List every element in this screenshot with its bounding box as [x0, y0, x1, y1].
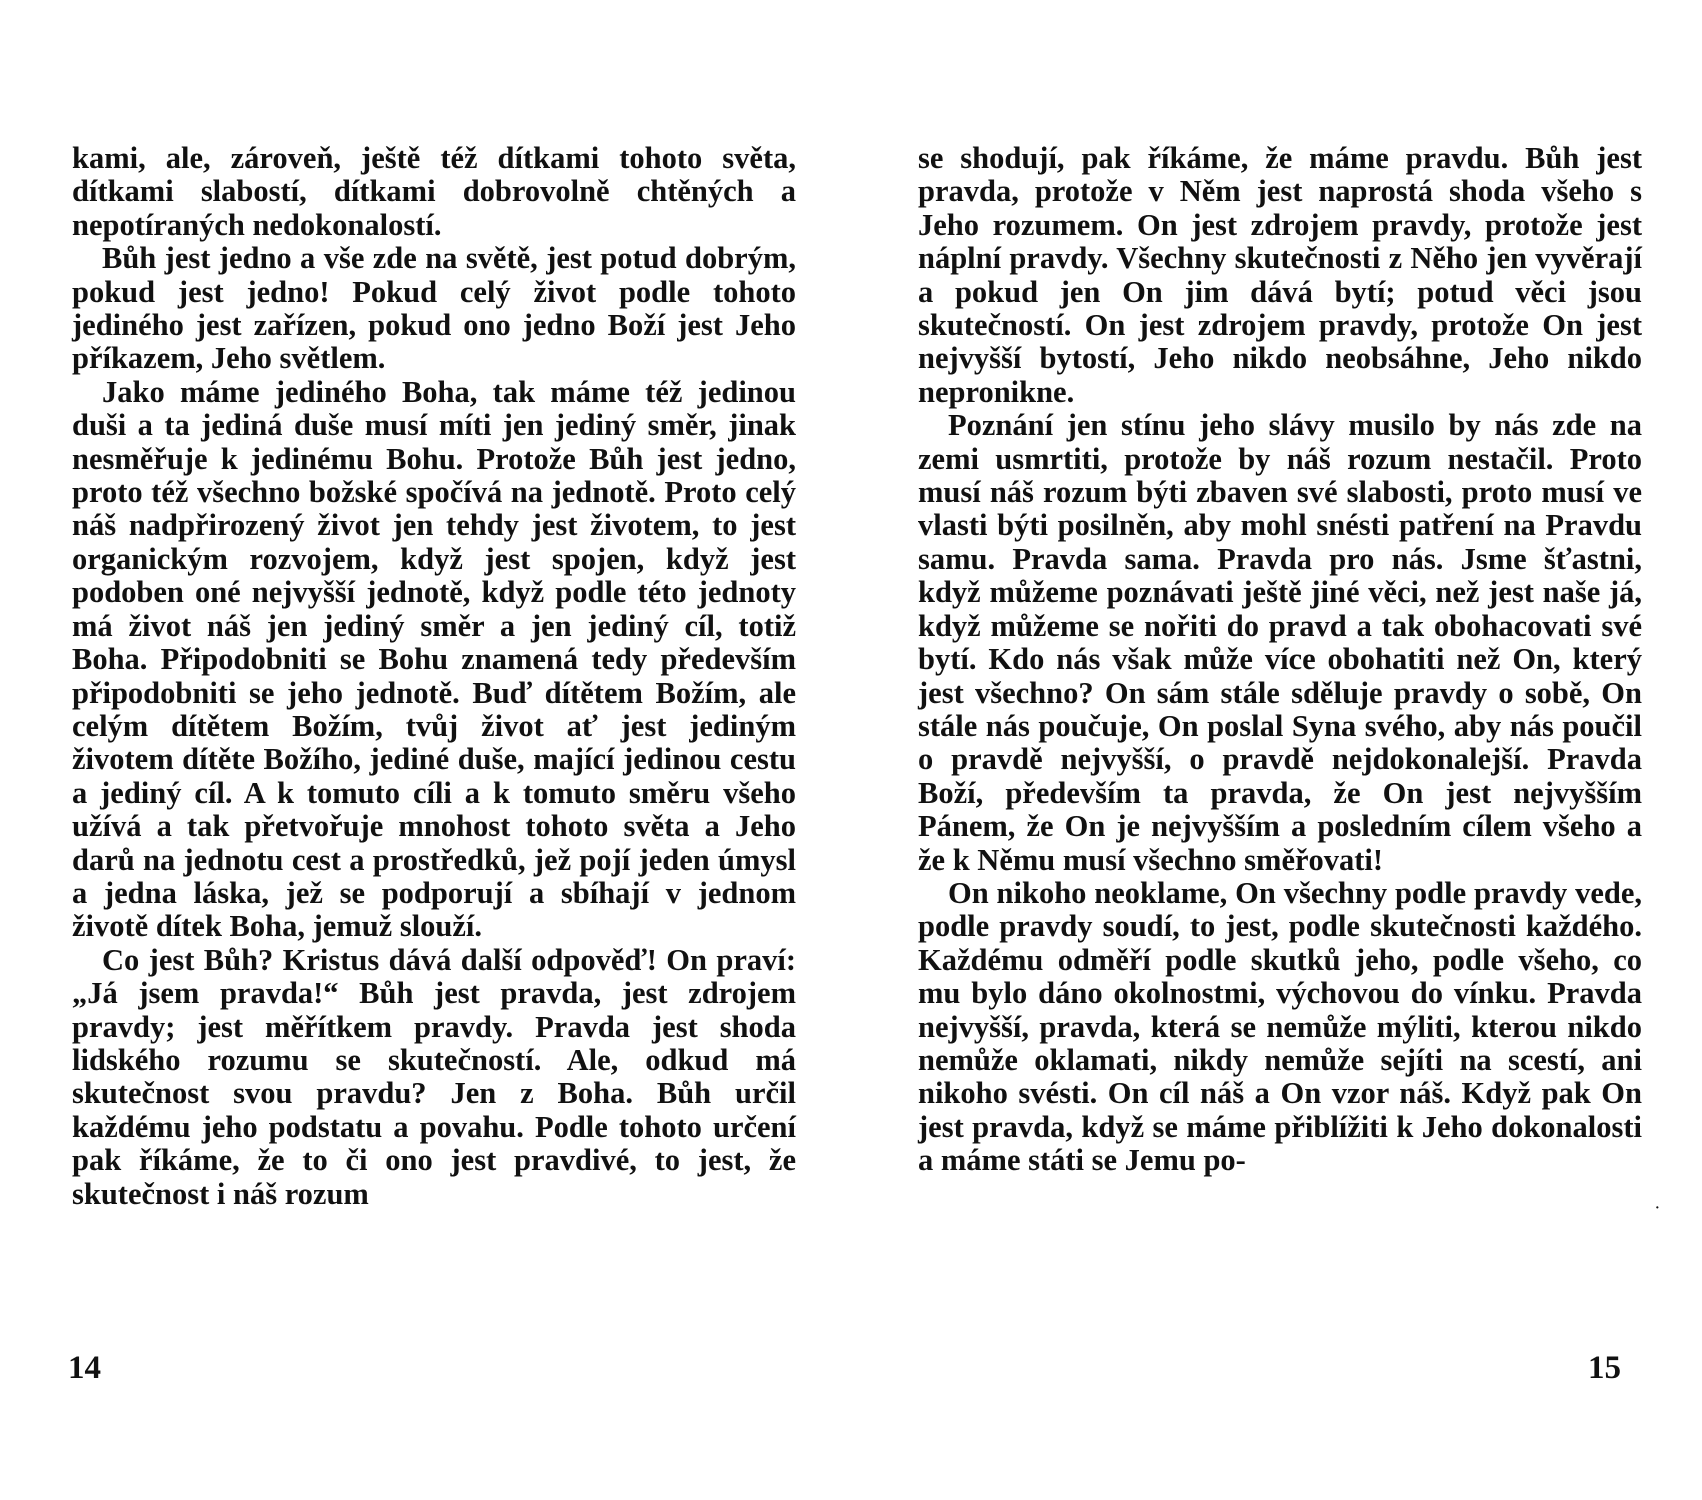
stray-ink-mark: ·	[1655, 1201, 1660, 1216]
left-page-text	[72, 142, 796, 1211]
paragraph: Poznání jen stínu jeho slávy musilo by nás zde na zemi usmrtiti, protože by náš rozum nestačil. Proto musí náš rozum býti zbaven své slabosti, proto musí ve vlasti býti posilněn, aby mohl snésti patření na Pravdu samu. Pravda sama. Pravda pro nás. Jsme šťastni, když můžeme poznávati ještě jiné věci, než jest naše já, když můžeme se nořiti do pravd a tak obohacovati své bytí. Kdo nás však může více obohatiti než On, který jest všechno? On sám stále sděluje pravdy o sobě, On stále nás poučuje, On poslal Syna svého, aby nás poučil o pravdě nejvyšší, o pravdě nejdokonalejší. Pravda Boží, především ta pravda, že On jest nejvyšším Pánem, že On je nejvyšším a posledním cílem všeho a že k Němu musí všechno směřovati!	[918, 408, 1642, 877]
paragraph: Co jest Bůh? Kristus dává další odpověď! On praví: „Já jsem pravda!“ Bůh jest pravda, jest zdrojem pravdy; jest měřítkem pravdy. Pravda jest shoda lidského rozumu se skutečností. Ale, odkud má skutečnost svou pravdu? Jen z Boha. Bůh určil každému jeho podstatu a povahu. Podle tohoto určení pak říkáme, že to či ono jest pravdivé, to jest, že skutečnost i náš rozum	[72, 942, 796, 1211]
paragraph: kami, ale, zároveň, ještě též dítkami tohoto světa, dítkami slabostí, dítkami dobrovolně chtěných a nepotíraných nedokonalostí.	[72, 141, 796, 242]
paragraph: Bůh jest jedno a vše zde na světě, jest potud dobrým, pokud jest jedno! Pokud celý život podle tohoto jediného jest zařízen, pokud ono jedno Boží jest Jeho příkazem, Jeho světlem.	[72, 241, 796, 376]
paragraph: se shodují, pak říkáme, že máme pravdu. Bůh jest pravda, protože v Něm jest naprostá shoda všeho s Jeho rozumem. On jest zdrojem pravdy, protože jest náplní pravdy. Všechny skutečnosti z Něho jen vyvěrají a pokud jen On jim dává bytí; potud věci jsou skutečností. On jest zdrojem pravdy, protože On jest nejvyšší bytostí, Jeho nikdo neobsáhne, Jeho nikdo nepronikne.	[918, 141, 1642, 409]
page-number-left: 14	[68, 1350, 101, 1386]
page-number-right: 15	[1588, 1350, 1621, 1386]
right-page-text	[918, 142, 1642, 1178]
paragraph: On nikoho neoklame, On všechny podle pravdy vede, podle pravdy soudí, to jest, podle skutečnosti každého. Každému odměří podle skutků jeho, podle všeho, co mu bylo dáno okolnostmi, výchovou do vínku. Pravda nejvyšší, pravda, která se nemůže mýliti, kterou nikdo nemůže oklamati, nikdy nemůže sejíti na scestí, ani nikoho svésti. On cíl náš a On vzor náš. Když pak On jest pravda, když se máme přiblížiti k Jeho dokonalosti a máme státi se Jemu po-	[918, 875, 1642, 1178]
paragraph: Jako máme jediného Boha, tak máme též jedinou duši a ta jediná duše musí míti jen jediný směr, jinak nesměřuje k jedinému Bohu. Protože Bůh jest jedno, proto též všechno božské spočívá na jednotě. Proto celý náš nadpřirozený život jen tehdy jest životem, to jest organickým rozvojem, když jest spojen, když jest podoben oné nejvyšší jednotě, když podle této jednoty má život náš jen jediný směr a jen jediný cíl, totiž Boha. Připodobniti se Bohu znamená tedy především připodobniti se jeho jednotě. Buď dítětem Božím, ale celým dítětem Božím, tvůj život ať jest jediným životem dítěte Božího, jediné duše, mající jedinou cestu a jediný cíl. A k tomuto cíli a k tomuto směru všeho užívá a tak přetvořuje mnohost tohoto světa a Jeho darů na jednotu cest a prostředků, jež pojí jeden úmysl a jedna láska, jež se podporují a sbíhají v jednom životě dítek Boha, jemuž slouží.	[72, 374, 796, 944]
